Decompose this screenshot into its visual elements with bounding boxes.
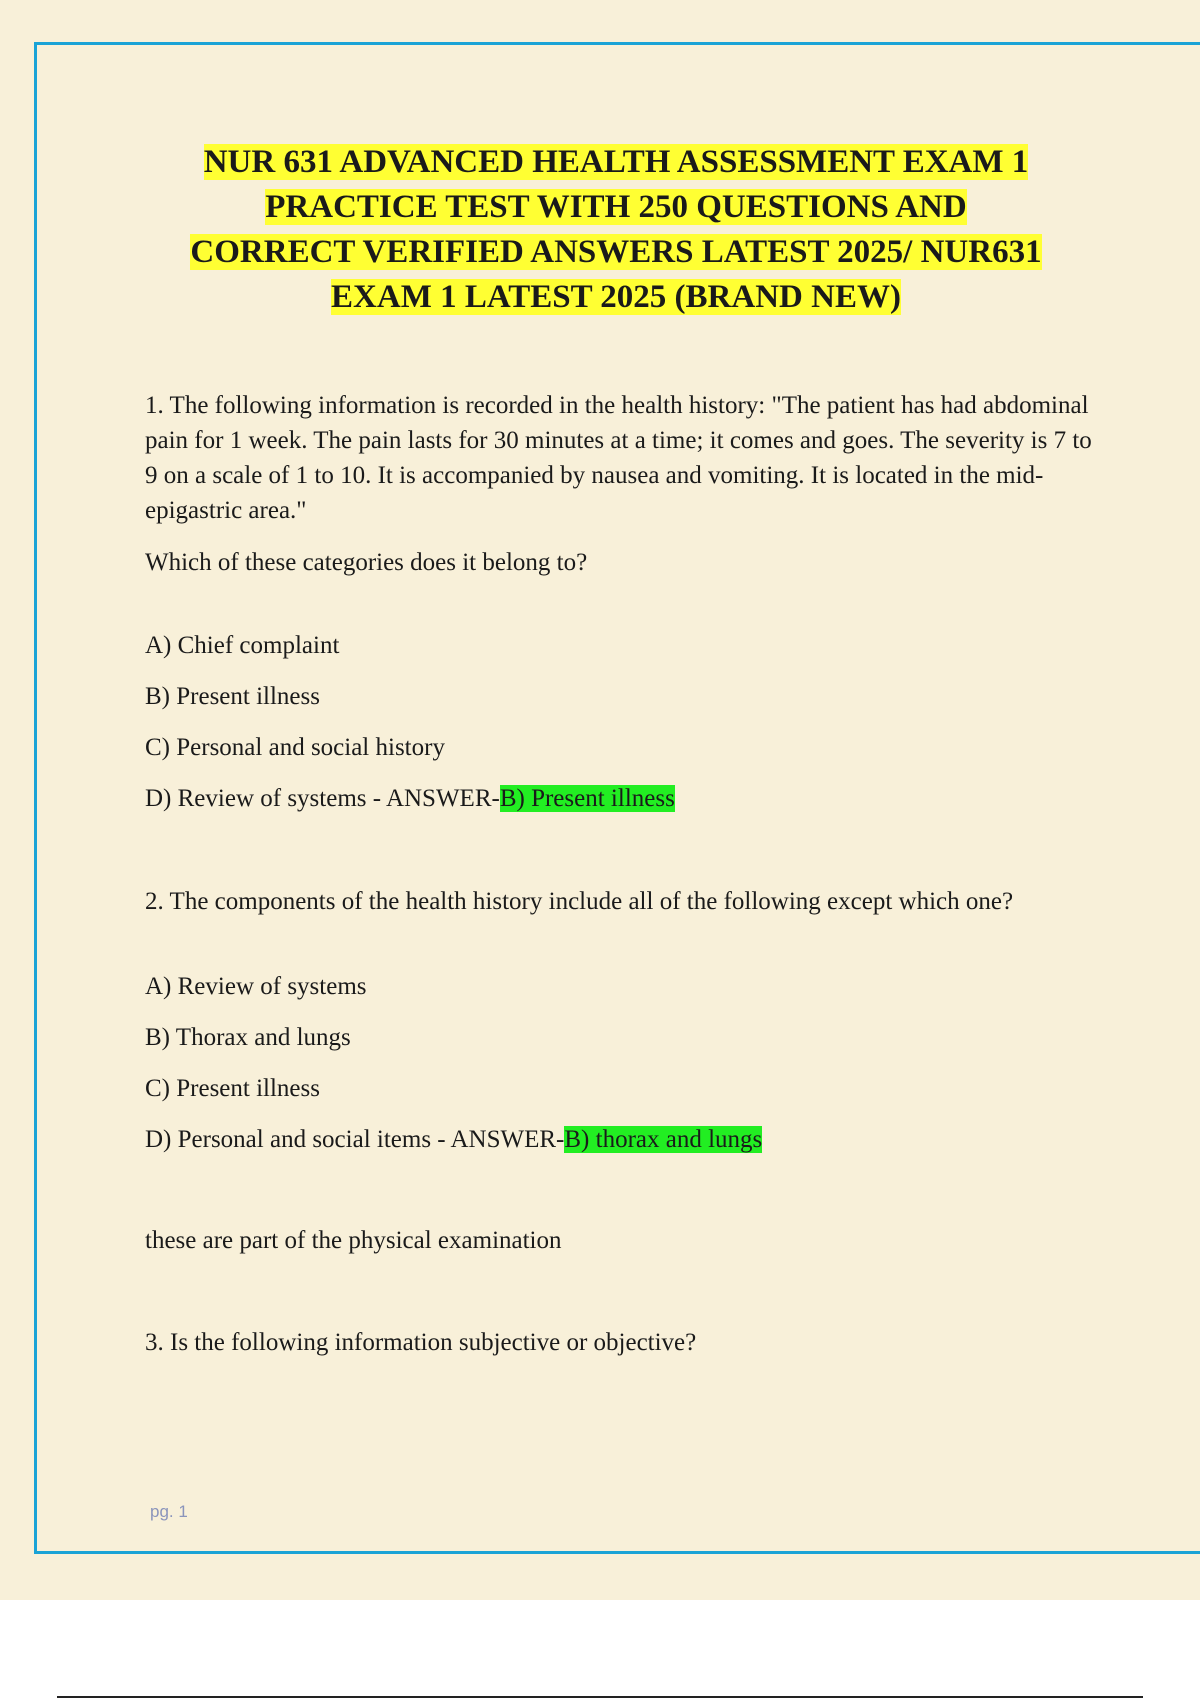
question-1-option-c: C) Personal and social history [145, 734, 445, 761]
document-body [145, 388, 1105, 1360]
question-2-stem: 2. The components of the health history include all of the following except which one? [145, 888, 1014, 915]
question-2-note: these are part of the physical examination [145, 1227, 562, 1254]
question-2-option-b: B) Thorax and lungs [145, 1024, 351, 1051]
question-1-option-d-text: D) Review of systems - ANSWER- [145, 785, 500, 812]
question-1-option-d [145, 781, 1105, 816]
question-2-option-a: A) Review of systems [145, 973, 367, 1000]
question-2-option-c: C) Present illness [145, 1075, 320, 1102]
question-1-option-b: B) Present illness [145, 683, 320, 710]
question-2-answer: B) thorax and lungs [564, 1126, 763, 1153]
page-number: pg. 1 [150, 1502, 188, 1521]
question-3-stem: 3. Is the following information subjective or objective? [145, 1329, 697, 1356]
title-line-4: EXAM 1 LATEST 2025 (BRAND NEW) [331, 279, 901, 315]
question-1-prompt: Which of these categories does it belong to? [145, 549, 588, 576]
question-1-answer: B) Present illness [499, 785, 675, 812]
title-line-1: NUR 631 ADVANCED HEALTH ASSESSMENT EXAM 1 [203, 144, 1029, 180]
document-title [100, 140, 1132, 320]
bottom-rule [57, 1696, 1143, 1698]
question-1-stem: 1. The following information is recorded in the health history: "The patient has had abdominal pain for 1 week. The pain lasts for 30 minutes at a time; it comes and goes. The severity is 7 to 9 on a scale of 1 to 10. It is accompanied by nausea and vomiting. It is located in the mid-epigastric area." [145, 392, 1092, 524]
question-2-option-d [145, 1122, 1105, 1157]
title-line-2: PRACTICE TEST WITH 250 QUESTIONS AND [265, 189, 967, 225]
question-1-option-a: A) Chief complaint [145, 632, 340, 659]
title-line-3: CORRECT VERIFIED ANSWERS LATEST 2025/ NUR631 [190, 234, 1042, 270]
question-2-option-d-text: D) Personal and social items - ANSWER- [145, 1126, 565, 1153]
